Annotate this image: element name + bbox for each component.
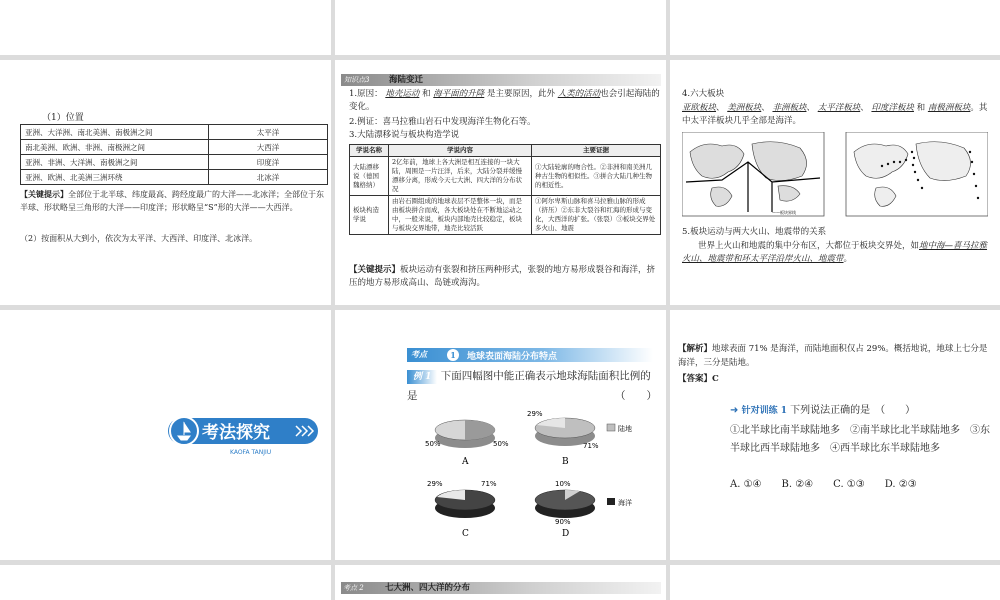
kaofa-subtitle: KAOFA TANJIU bbox=[230, 449, 272, 456]
legend-land: 陆地 bbox=[618, 425, 632, 433]
table-row: 亚洲、非洲、大洋洲、南极洲之间 印度洋 bbox=[21, 155, 328, 170]
theory-title: 3.大陆漂移说与板块构造学说 bbox=[349, 130, 460, 140]
training-options: ①北半球比南半球陆地多 ②南半球比北半球陆地多 ③东半球比西半球陆地多 ④西半球比东半球陆地多 bbox=[730, 425, 990, 454]
table-row: 亚洲、欧洲、北美洲三洲环绕 北冰洋 bbox=[21, 170, 328, 185]
arrow-icon: ➜ bbox=[730, 405, 739, 416]
slide-continents-oceans bbox=[335, 565, 666, 600]
position-title: （1）位置 bbox=[42, 113, 84, 123]
training-label: 针对训练 1 bbox=[741, 406, 787, 416]
kaodian-number: 1 bbox=[447, 349, 459, 361]
slide-3 bbox=[670, 0, 1000, 55]
slide-10 bbox=[0, 565, 331, 600]
kaodian-bar bbox=[407, 348, 653, 362]
slide-example-1 bbox=[335, 310, 666, 560]
answer-text: 【答案】C bbox=[678, 374, 719, 384]
svg-text:29%: 29% bbox=[527, 410, 543, 418]
svg-text:90%: 90% bbox=[555, 518, 571, 526]
svg-text:50%: 50% bbox=[425, 440, 441, 448]
cause-text: 1.原因： 地壳运动 和 海平面的升降 是主要原因，此外 人类的活动也会引起海陆的变化。 bbox=[349, 89, 660, 112]
training-question: ➜ 针对训练 1 下列说法正确的是 （ ） bbox=[730, 402, 996, 420]
area-order-text: （2）按面积从大到小，依次为太平洋、大西洋、印度洋、北冰洋。 bbox=[20, 234, 258, 243]
map-caption: ——板块界线 bbox=[772, 210, 796, 215]
example-label: 例 1 bbox=[407, 370, 437, 384]
relation-title: 5.板块运动与两大火山、地震带的关系 bbox=[682, 227, 827, 237]
slide-kaofa-title bbox=[0, 310, 331, 560]
key-tip: 【关键提示】全部位于北半球、纬度最高、跨经度最广的大洋——北冰洋；全部位于东半球、形状略呈三角形的大洋——印度洋；形状略呈“S”形的大洋——大西洋。 bbox=[20, 189, 324, 212]
svg-text:A: A bbox=[462, 457, 469, 467]
theory-table bbox=[349, 144, 661, 235]
svg-text:29%: 29% bbox=[427, 480, 443, 488]
svg-text:10%: 10% bbox=[555, 480, 571, 488]
slide-analysis bbox=[670, 310, 1000, 560]
pie-options bbox=[415, 400, 655, 550]
plates-heading: 4.六大板块 bbox=[682, 89, 725, 99]
kaofa-logo bbox=[168, 412, 324, 458]
plate-maps bbox=[682, 132, 988, 222]
plates-list: 亚欧板块、 美洲板块、 非洲板块、 太平洋板块、 印度洋板块 和 南极洲板块。其中太平洋板块几乎全部是海洋。 bbox=[682, 103, 988, 126]
svg-text:B: B bbox=[562, 457, 569, 467]
table-row: 板块构造学说 由岩石圈组成的地球表层不是整体一块，而是由板块拼合而成，各大板块处在不断地运动之中，一般来说，板块内部地壳比较稳定，板块与板块交界地带，地壳比较活跃 ①阿尔卑斯山脉和喜马拉雅山脉的形成（挤压）②东非大裂谷和红海的形成与变化，大西洋的扩张。（张裂）③板块交界处多火山、地震 bbox=[350, 196, 661, 235]
table-row: 大陆漂移说（德国魏格纳） 2亿年前，地球上各大洲是相互连接的一块大陆，周围是一片汪洋，后来，大陆分裂并缓慢漂移分离，形成今天七大洲、四大洋的分布状况 ①大陆轮廓的吻合性。②非洲和南美洲几种古生物的相似性。③拼合大陆几种生物的相近性。 bbox=[350, 157, 661, 196]
kaodian-tag: 考点 2 bbox=[343, 584, 364, 592]
kaodian-title: 地球表面海陆分布特点 bbox=[467, 352, 558, 362]
ocean-position-table bbox=[20, 124, 328, 185]
slide-sea-land-change bbox=[335, 60, 666, 305]
table-header-row: 学说名称 学说内容 主要证据 bbox=[350, 145, 661, 157]
key-tip: 【关键提示】板块运动有张裂和挤压两种形式，张裂的地方易形成裂谷和海洋，挤压的地方易形成高山、岛链或海沟。 bbox=[349, 265, 656, 288]
pie-option-b bbox=[527, 410, 599, 467]
svg-text:71%: 71% bbox=[583, 442, 599, 450]
slide-1 bbox=[0, 0, 331, 55]
kaodian-bar bbox=[341, 582, 661, 594]
analysis-text: 【解析】地球表面 71% 是海洋，而陆地面积仅占 29%。概括地说，地球上七分是海洋，三分是陆地。 bbox=[678, 344, 988, 368]
slide-ocean-position bbox=[0, 60, 331, 305]
slide-six-plates bbox=[670, 60, 1000, 305]
table-row: 亚洲、大洋洲、南北美洲、南极洲之间 太平洋 bbox=[21, 125, 328, 140]
answer-choices: A. ①④ B. ②④ C. ①③ D. ②③ bbox=[730, 479, 917, 490]
svg-text:C: C bbox=[462, 529, 469, 539]
kaodian-title: 七大洲、四大洋的分布 bbox=[385, 583, 471, 593]
relation-text: 世界上火山和地震的集中分布区，大都位于板块交界处，如地中海—喜马拉雅火山、地震带和环太平洋沿岸火山、地震带。 bbox=[682, 241, 988, 264]
svg-text:D: D bbox=[562, 529, 570, 539]
kaofa-title: 考法探究 bbox=[202, 423, 270, 443]
knowledge-point-tag: 知识点3 bbox=[344, 76, 370, 84]
svg-text:71%: 71% bbox=[481, 480, 497, 488]
example-question: 例 1 下面四幅图中能正确表示地球海陆面积比例的是 （ ） bbox=[407, 370, 657, 402]
knowledge-point-bar bbox=[341, 74, 661, 86]
knowledge-point-title: 海陆变迁 bbox=[389, 75, 424, 85]
table-row: 南北美洲、欧洲、非洲、南极洲之间 大西洋 bbox=[21, 140, 328, 155]
legend-ocean-swatch bbox=[607, 498, 615, 505]
legend-ocean: 海洋 bbox=[618, 499, 632, 507]
kaodian-tag: 考点 bbox=[411, 349, 427, 359]
pie-option-a bbox=[425, 420, 509, 467]
slide-12 bbox=[670, 565, 1000, 600]
example-text: 2.例证：喜马拉雅山岩石中发现海洋生物化石等。 bbox=[349, 117, 536, 127]
pie-option-c bbox=[427, 480, 497, 539]
pie-option-d bbox=[535, 480, 595, 539]
legend-land-swatch bbox=[607, 424, 615, 431]
svg-text:50%: 50% bbox=[493, 440, 509, 448]
slide-2 bbox=[335, 0, 666, 55]
